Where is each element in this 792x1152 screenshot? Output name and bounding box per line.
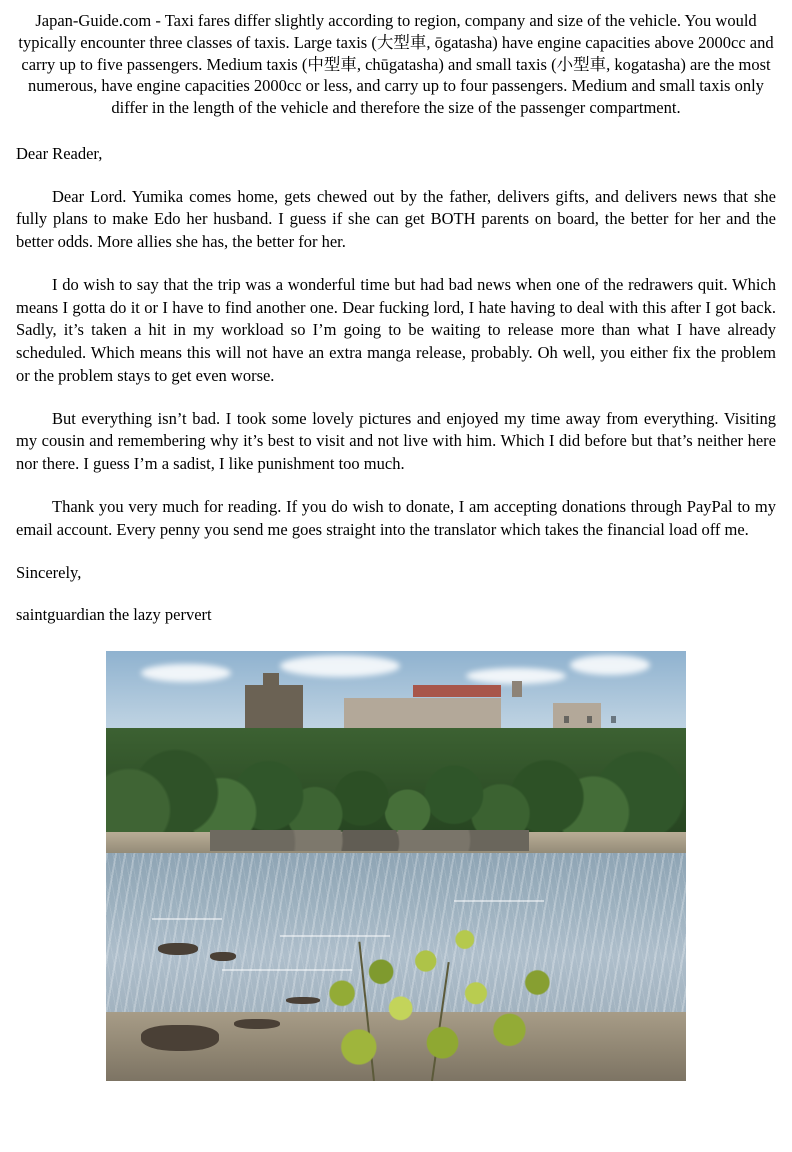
large-log-shape [141, 1025, 219, 1051]
landscape-photograph [106, 651, 686, 1081]
spacer [16, 476, 776, 496]
spacer [16, 584, 776, 604]
intro-paragraph [16, 10, 776, 119]
window-shape [564, 716, 569, 723]
window-shape [611, 716, 616, 723]
salutation: Dear Reader, [16, 143, 103, 163]
red-roof-shape [413, 685, 501, 697]
spacer [16, 121, 776, 143]
spacer [16, 254, 776, 274]
intro-body-text: Taxi fares differ slightly according to region, company and size of the vehicle. You would typically encounter three classes of taxis. Large taxis (大型車, ōgatasha) have engine capacities above 2000cc and carry up to five passengers. Medium taxis (中型車, chūgatasha) and small taxis (小型車, kogatasha) are the most numerous, have engine capacities 2000cc or less, and carry up to four passengers. Medium and small taxis only differ in the length of the vehicle and therefore the size of the passenger compartment. [18, 11, 774, 118]
body-paragraph-1: Dear Lord. Yumika comes home, gets chewed out by the father, delivers gifts, and delivers news that she fully plans to make Edo her husband. I guess if she can get BOTH parents on board, the better for her and the better odds. More allies she has, the better for her. [16, 186, 776, 252]
body-paragraph-2: I do wish to say that the trip was a wonderful time but had bad news when one of the redrawers quit. Which means I gotta do it or I have to find another one. Dear fucking lord, I hate having to deal with this after I got back. Sadly, it’s taken a hit in my workload so I’m going to be waiting to release more than what I have already scheduled. Which means this will not have an extra manga release, probably. Oh well, you either fix the problem or the problem stays to get even worse. [16, 274, 776, 385]
photo-container [16, 651, 776, 1081]
closing: Sincerely, [16, 562, 82, 582]
body-paragraph-3: But everything isn’t bad. I took some lovely pictures and enjoyed my time away from everything. Visiting my cousin and remembering why it’s best to visit and not live with him. Which I did before but that’s neither here nor there. I guess I’m a sadist, I like punishment too much. [16, 408, 776, 474]
photo-rocks [210, 830, 529, 852]
driftwood-shape [210, 952, 236, 961]
body-paragraph-4: Thank you very much for reading. If you do wish to donate, I am accepting donations through PayPal to my email account. Every penny you send me goes straight into the translator which takes the financial load off me. [16, 497, 776, 539]
wave-line [152, 918, 222, 920]
spacer [16, 542, 776, 562]
chimney-shape [512, 681, 522, 697]
building-turret-shape [263, 673, 279, 689]
window-shape [587, 716, 592, 723]
spacer [16, 166, 776, 186]
photo-foreground-shrub [303, 875, 581, 1081]
intro-source-label: Japan-Guide.com - [35, 11, 161, 30]
building-shape [413, 698, 501, 732]
signature: saintguardian the lazy pervert [16, 605, 212, 625]
photo-treeline [106, 728, 686, 844]
spacer [16, 388, 776, 408]
cloud-shape [141, 664, 231, 682]
